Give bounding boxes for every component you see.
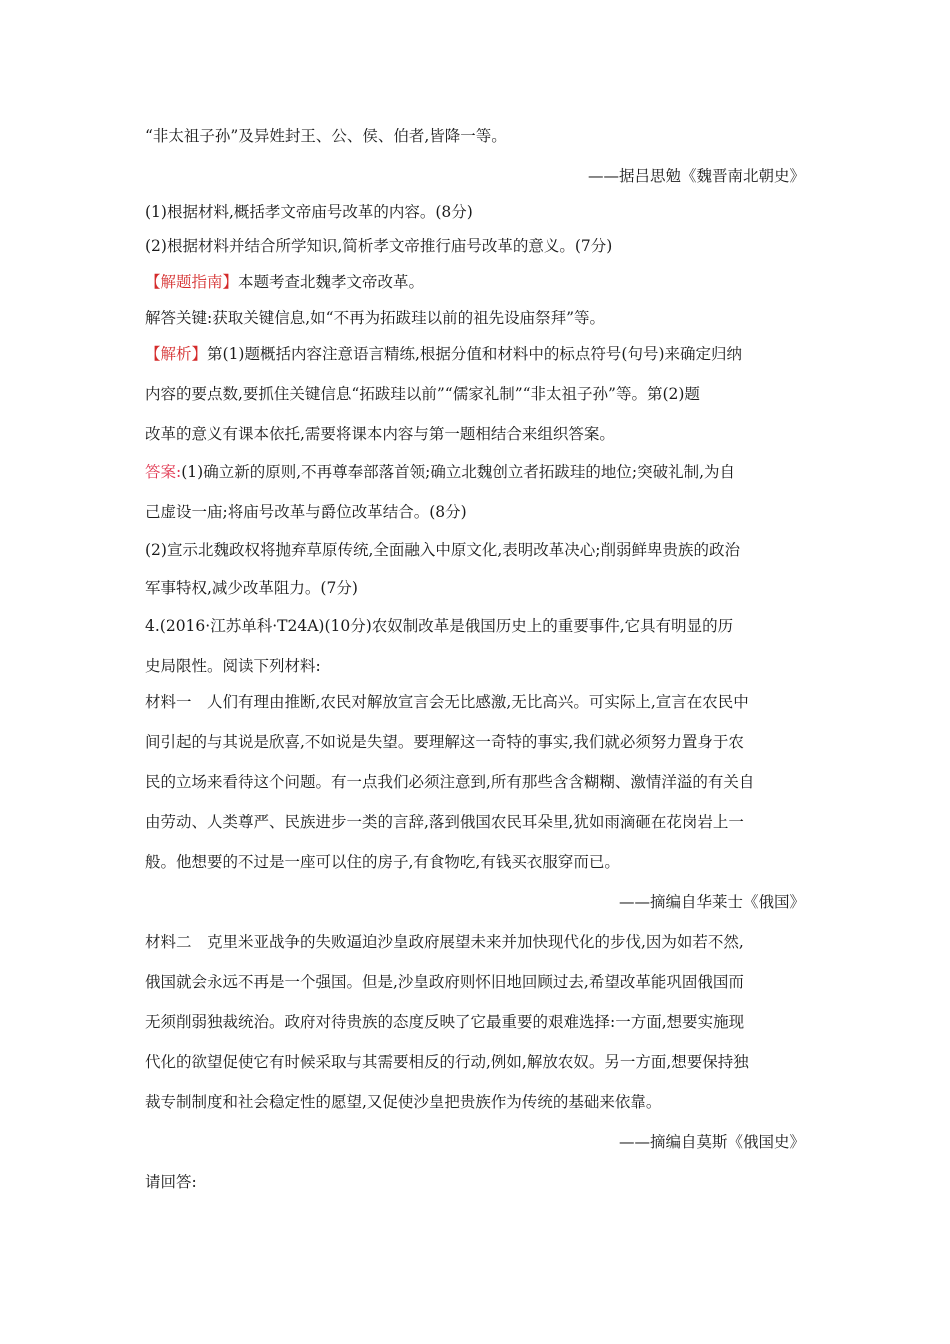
line-text: 俄国就会永远不再是一个强国。但是,沙皇政府则怀旧地回顾过去,希望改革能巩固俄国而 [145,973,744,991]
line-text: (1)确立新的原则,不再尊奉部落首领;确立北魏创立者拓跋珪的地位;突破礼制,为自 [181,463,735,481]
text-line [145,690,805,714]
text-line [145,234,805,258]
text-line [145,200,805,224]
line-text: 无须削弱独裁统治。政府对待贵族的态度反映了它最重要的艰难选择:一方面,想要实施现 [145,1013,745,1031]
line-text: 材料二 克里米亚战争的失败逼迫沙皇政府展望未来并加快现代化的步伐,因为如若不然, [145,933,744,951]
line-text: ——据吕思勉《魏晋南北朝史》 [587,167,805,185]
text-line [145,500,805,524]
line-text: “非太祖子孙”及异姓封王、公、侯、伯者,皆降一等。 [145,127,507,145]
text-line [145,422,805,446]
source-citation [145,890,805,914]
line-text: 裁专制制度和社会稳定性的愿望,又促使沙皇把贵族作为传统的基础来依靠。 [145,1093,662,1111]
text-line [145,614,805,638]
text-line [145,306,805,330]
source-citation [145,164,805,188]
line-text: 本题考查北魏孝文帝改革。 [238,273,425,291]
source-citation [145,1130,805,1154]
text-line [145,970,805,994]
text-line [145,270,805,294]
line-text: (2)宣示北魏政权将抛弃草原传统,全面融入中原文化,表明改革决心;削弱鲜卑贵族的政治 [145,541,741,559]
section-label: 【解题指南】 [145,273,239,291]
text-line [145,576,805,600]
text-line [145,1170,805,1194]
text-line [145,124,805,148]
line-text: 由劳动、人类尊严、民族进步一类的言辞,落到俄国农民耳朵里,犹如雨滴砸在花岗岩上一 [145,813,744,831]
text-line [145,1050,805,1074]
line-text: (1)根据材料,概括孝文帝庙号改革的内容。(8分) [145,203,473,221]
line-text: 材料一 人们有理由推断,农民对解放宣言会无比感激,无比高兴。可实际上,宣言在农民中 [145,693,749,711]
line-text: 间引起的与其说是欣喜,不如说是失望。要理解这一奇特的事实,我们就必须努力置身于农 [145,733,744,751]
text-line [145,538,805,562]
line-text: ——摘编自莫斯《俄国史》 [618,1133,805,1151]
text-line [145,382,805,406]
line-text: 己虚设一庙;将庙号改革与爵位改革结合。(8分) [145,503,467,521]
text-line [145,850,805,874]
text-line [145,654,805,678]
line-text: 请回答: [145,1173,197,1191]
section-label: 答案: [145,463,182,481]
text-line [145,342,805,366]
line-text: ——摘编自华莱士《俄国》 [618,893,805,911]
text-line [145,1090,805,1114]
line-text: 改革的意义有课本依托,需要将课本内容与第一题相结合来组织答案。 [145,425,615,443]
line-text: 代化的欲望促使它有时候采取与其需要相反的行动,例如,解放农奴。另一方面,想要保持独 [145,1053,749,1071]
text-line [145,1010,805,1034]
line-text: 4.(2016·江苏单科·T24A)(10分)农奴制改革是俄国历史上的重要事件,它具有明显的历 [145,617,734,635]
line-text: 般。他想要的不过是一座可以住的房子,有食物吃,有钱买衣服穿而已。 [145,853,620,871]
line-text: (2)根据材料并结合所学知识,简析孝文帝推行庙号改革的意义。(7分) [145,237,613,255]
text-line [145,730,805,754]
line-text: 民的立场来看待这个问题。有一点我们必须注意到,所有那些含含糊糊、激情洋溢的有关自 [145,773,755,791]
line-text: 第(1)题概括内容注意语言精练,根据分值和材料中的标点符号(句号)来确定归纳 [207,345,742,363]
line-text: 军事特权,减少改革阻力。(7分) [145,579,358,597]
text-line [145,810,805,834]
text-line [145,770,805,794]
text-line [145,930,805,954]
line-text: 解答关键:获取关键信息,如“不再为拓跋珪以前的祖先设庙祭拜”等。 [145,309,605,327]
line-text: 史局限性。阅读下列材料: [145,657,321,675]
text-line [145,460,805,484]
line-text: 内容的要点数,要抓住关键信息“拓跋珪以前”“儒家礼制”“非太祖子孙”等。第(2)题 [145,385,700,403]
section-label: 【解析】 [145,345,208,363]
